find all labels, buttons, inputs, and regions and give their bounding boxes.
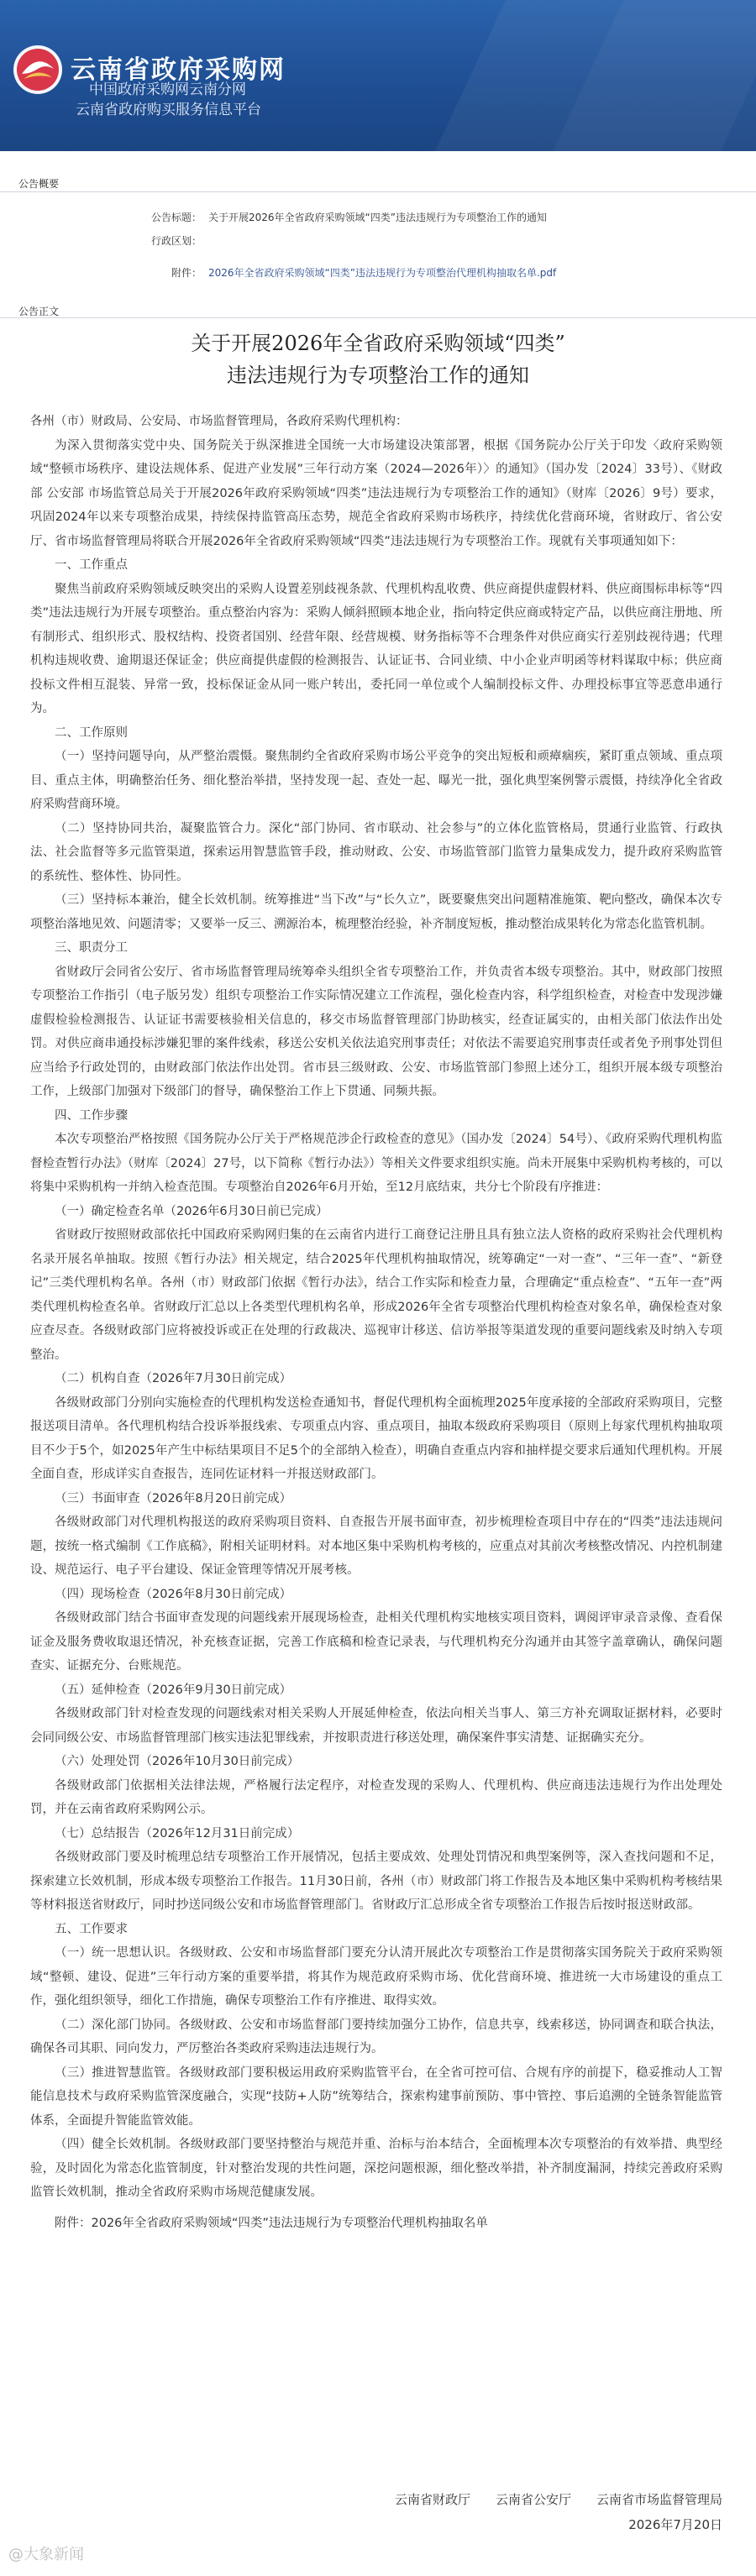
section-heading: 一、工作重点 — [55, 558, 128, 572]
field-label: 附件： — [171, 267, 202, 279]
sub-heading: （五）延伸检查（2026年9月30日前完成） — [55, 1683, 292, 1697]
site-logo-icon[interactable] — [12, 44, 64, 96]
sub-heading: （一）确定检查名单（2026年6月30日前已完成） — [55, 1204, 328, 1218]
section-label: 公告正文 — [18, 306, 60, 317]
paragraph: （一）统一思想认识。各级财政、公安和市场监督部门要充分认清开展此次专项整治工作是贯彻落实国务院关于政府采购领域“整顿、建设、促进”三年行动方案的重要举措，将其作为规范政府采购市场、优化营商环境、推进统一大市场建设的重点工作，强化组织领导，细化工作措施，确保专项整治工作有序推进、取得实效。 — [30, 1946, 722, 2008]
paragraph: 为深入贯彻落实党中央、国务院关于纵深推进全国统一大市场建设决策部署，根据《国务院办公厅关于印发〈政府采购领域“整顿市场秩序、建设法规体系、促进产业发展”三年行动方案（2024—2026年）〉的通知》（国办发〔2024〕33号）、《财政部 公安部 市场监管总局关于开展2026年政府采购领域“四类”违法违规行为专项整治工作的通知》（财库〔2026〕9号）要求，巩固2024年以来专项整治成果，持续保持监管高压态势，规范全省政府采购市场秩序，持续优化营商环境，省财政厅、省公安厅、省市场监督管理局将联合开展2026年全省政府采购领域“四类”违法违规行为专项整治工作。现就有关事项通知如下： — [30, 438, 722, 548]
section-heading: 四、工作步骤 — [55, 1108, 128, 1123]
document-body — [30, 410, 722, 2235]
doc-title-line: 关于开展2026年全省政府采购领域“四类” — [191, 332, 565, 355]
notice-title-row — [126, 210, 547, 224]
divider — [0, 191, 756, 192]
section-heading: 三、职责分工 — [55, 941, 128, 955]
site-subtitle: 中国政府采购网云南分网 — [89, 81, 246, 98]
section-heading: 五、工作要求 — [55, 1922, 128, 1936]
sub-heading: （三）书面审查（2026年8月20日前完成） — [55, 1491, 292, 1505]
watermark: @大象新闻 — [8, 2546, 84, 2563]
notice-title-value: 关于开展2026年全省政府采购领域“四类”违法违规行为专项整治工作的通知 — [208, 212, 547, 223]
field-label: 公告标题： — [150, 212, 202, 223]
notice-summary — [0, 151, 756, 301]
site-header — [0, 0, 756, 151]
paragraph: 省财政厅会同省公安厅、省市场监督管理局统筹牵头组织全省专项整治工作，并负责省本级专项整治。其中，财政部门按照专项整治工作指引（电子版另发）组织专项整治工作实际情况建立工作流程，强化检查内容，科学组织检查，对检查中发现涉嫌虚假检验检测报告、认证证书需要核验相关信息的，移交市场监督管理部门协助核实，经查证属实的，由相关部门依法作出处罚。对供应商串通投标涉嫌犯罪的案件线索，移送公安机关依法追究刑事责任；对依法不需要追究刑事责任或者免予刑事处罚但应当给予行政处罚的，由财政部门依法作出处罚。省市县三级财政、公安、市场监管部门参照上述分工，组织开展本级专项整治工作，上级部门加强对下级部门的督导，确保整治工作上下贯通、同频共振。 — [30, 965, 722, 1098]
divider — [0, 317, 756, 318]
paragraph: （三）坚持标本兼治，健全长效机制。统筹推进“当下改”与“长久立”，既要聚焦突出问题精准施策、靶向整改，确保本次专项整治落地见效、问题清零；又要举一反三、溯源治本，梳理整治经验，补齐制度短板，推动整治成果转化为常态化监管机制。 — [30, 893, 722, 931]
paragraph: 各级财政部门要及时梳理总结专项整治工作开展情况，包括主要成效、处理处罚情况和典型案例等，深入查找问题和不足，探索建立长效机制，形成本级专项整治工作报告。11月30日前，各州（市）财政部门将工作报告及本地区集中采购机构考核结果等材料报送省财政厅，同时抄送同级公安和市场监督管理部门。省财政厅汇总形成全省专项整治工作报告后按时报送财政部。 — [30, 1851, 722, 1912]
paragraph: 本次专项整治严格按照《国务院办公厅关于严格规范涉企行政检查的意见》（国办发〔2024〕54号）、《政府采购代理机构监督检查暂行办法》（财库〔2024〕27号，以下简称《暂行办法》）等相关文件要求组织实施。尚未开展集中采购机构考核的，可以将集中采购机构一并纳入检查范围。专项整治自2026年6月开始，至12月底结束，共分七个阶段有序推进： — [30, 1133, 722, 1194]
signatories: 云南省财政厅 云南省公安厅 云南省市场监督管理局 — [394, 2492, 722, 2507]
salutation: 各州（市）财政局、公安局、市场监督管理局，各政府采购代理机构： — [30, 415, 408, 428]
paragraph: （四）健全长效机制。各级财政部门要坚持整治与规范并重、治标与治本结合，全面梳理本次专项整治的有效举措、典型经验，及时固化为常态化监管制度，针对整治发现的共性问题，深挖问题根源，细化整改举措，补齐制度漏洞，持续完善政府采购监管长效机制，推动全省政府采购市场规范健康发展。 — [30, 2138, 722, 2199]
sub-heading: （六）处理处罚（2026年10月30日前完成） — [55, 1755, 300, 1768]
sub-heading: （四）现场检查（2026年8月30日前完成） — [55, 1587, 292, 1601]
sub-heading: （七）总结报告（2026年12月31日前完成） — [55, 1826, 300, 1840]
doc-title-line: 违法违规行为专项整治工作的通知 — [227, 364, 529, 387]
paragraph: 各级财政部门分别向实施检查的代理机构发送检查通知书，督促代理机构全面梳理2025年度承接的全部政府采购项目，完整报送项目清单。各代理机构结合投诉举报线索、专项重点内容、重点项目，抽取本级政府采购项目（原则上每家代理机构抽取项目不少于5个，如2025年产生中标结果项目不足5个的全部纳入检查），明确自查重点内容和抽样提交要求后通知代理机构。开展全面自查，形成详实自查报告，连同佐证材料一并报送财政部门。 — [30, 1395, 722, 1481]
site-subtitle: 云南省政府购买服务信息平台 — [76, 102, 261, 118]
site-title: 云南省政府采购网 — [71, 55, 286, 85]
paragraph: 各级财政部门针对检查发现的问题线索对相关采购人开展延伸检查，依法向相关当事人、第三方补充调取证据材料，必要时会同同级公安、市场监督管理部门核实违法犯罪线索，并按职责进行移送处理，确保案件事实清楚、证据确实充分。 — [30, 1707, 722, 1745]
paragraph: （三）推进智慧监管。各级财政部门要积极运用政府采购监管平台，在全省可控可信、合规有序的前提下，稳妥推动人工智能信息技术与政府采购监管深度融合，实现“技防+人防”统筹结合，探索构建事前预防、事中管控、事后追溯的全链条智能监管体系，全面提升智能监管效能。 — [30, 2066, 722, 2128]
paragraph: （二）深化部门协同。各级财政、公安和市场监督部门要持续加强分工协作，信息共享，线索移送，协同调查和联合执法，确保各司其职、同向发力，严厉整治各类政府采购违法违规行为。 — [30, 2018, 722, 2055]
paragraph: （一）坚持问题导向，从严整治震慑。聚焦制约全省政府采购市场公平竞争的突出短板和顽瘴痼疾，紧盯重点领域、重点项目、重点主体，明确整治任务、细化整治举措，坚持发现一起、查处一起、曝光一批，强化典型案例警示震慑，持续净化全省政府采购营商环境。 — [30, 750, 722, 811]
document-title — [0, 327, 756, 391]
paragraph: 各级财政部门依据相关法律法规，严格履行法定程序，对检查发现的采购人、代理机构、供应商违法违规行为作出处理处罚，并在云南省政府采购网公示。 — [30, 1778, 722, 1816]
region-row — [126, 233, 208, 248]
paragraph: 各级财政部门结合书面审查发现的问题线索开展现场检查，赴相关代理机构实地核实项目资料，调阅评审录音录像、查看保证金及服务费收取退还情况，补充核查证据，完善工作底稿和检查记录表，与代理机构充分沟通并由其签字盖章确认，确保问题查实、证据充分、台账规范。 — [30, 1611, 722, 1673]
sub-heading: （二）机构自查（2026年7月30日前完成） — [55, 1372, 292, 1385]
paragraph: 各级财政部门对代理机构报送的政府采购项目资料、自查报告开展书面审查，初步梳理检查项目中存在的“四类”违法违规问题，按统一格式编制《工作底稿》，附相关证明材料。对本地区集中采购机构考核的，应重点对其前次考核整改情况、内控机制建设、规范运行、电子平台建设、保证金管理等情况开展考核。 — [30, 1516, 722, 1577]
paragraph: 聚焦当前政府采购领域反映突出的采购人设置差别歧视条款、代理机构乱收费、供应商提供虚假材料、供应商围标串标等“四类”违法违规行为开展专项整治。重点整治内容为：采购人倾斜照顾本地企业，指向特定供应商或特定产品，以供应商注册地、所有制形式、组织形式、股权结构、投资者国别、经营年限、经营规模、财务指标等不合理条件对供应商实行差别歧视待遇；代理机构违规收费、逾期退还保证金；供应商提供虚假的检测报告、认证证书、合同业绩、中小企业声明函等材料谋取中标；供应商投标文件相互混装、异常一致，投标保证金从同一账户转出，委托同一单位或个人编制投标文件、办理投标事宜等恶意串通行为。 — [30, 582, 722, 715]
attachment-row — [126, 265, 556, 280]
paragraph: 省财政厅按照财政部依托中国政府采购网归集的在云南省内进行工商登记注册且具有独立法人资格的政府采购社会代理机构名录开展名单抽取。按照《暂行办法》相关规定，结合2025年代理机构抽取情况，统筹确定“一对一查”、“三年一查”、“新登记”三类代理机构名单。各州（市）财政部门依据《暂行办法》，结合工作实际和检查力量，合理确定“重点检查”、“五年一查”两类代理机构检查名单。省财政厅汇总以上各类型代理机构名单，形成2026年全省专项整治代理机构检查对象名单，确保检查对象应查尽查。各级财政部门应将被投诉或正在处理的行政裁决、巡视审计移送、信访举报等渠道发现的重要问题线索及时纳入专项整治。 — [30, 1228, 722, 1362]
paragraph: （二）坚持协同共治，凝聚监管合力。深化“部门协同、省市联动、社会参与”的立体化监管格局，贯通行业监管、行政执法、社会监督等多元监管渠道，探索运用智慧监管手段，推动财政、公安、市场监管部门监管力量集成发力，提升政府采购监管的系统性、整体性、协同性。 — [30, 821, 722, 883]
attachment-link[interactable]: 2026年全省政府采购领域“四类”违法违规行为专项整治代理机构抽取名单.pdf — [208, 267, 557, 279]
issue-date: 2026年7月20日 — [628, 2517, 722, 2532]
attachment-note: 附件：2026年全省政府采购领域“四类”违法违规行为专项整治代理机构抽取名单 — [55, 2216, 488, 2230]
field-label: 行政区划： — [150, 235, 202, 247]
section-label: 公告概要 — [18, 178, 60, 190]
section-heading: 二、工作原则 — [55, 725, 128, 740]
